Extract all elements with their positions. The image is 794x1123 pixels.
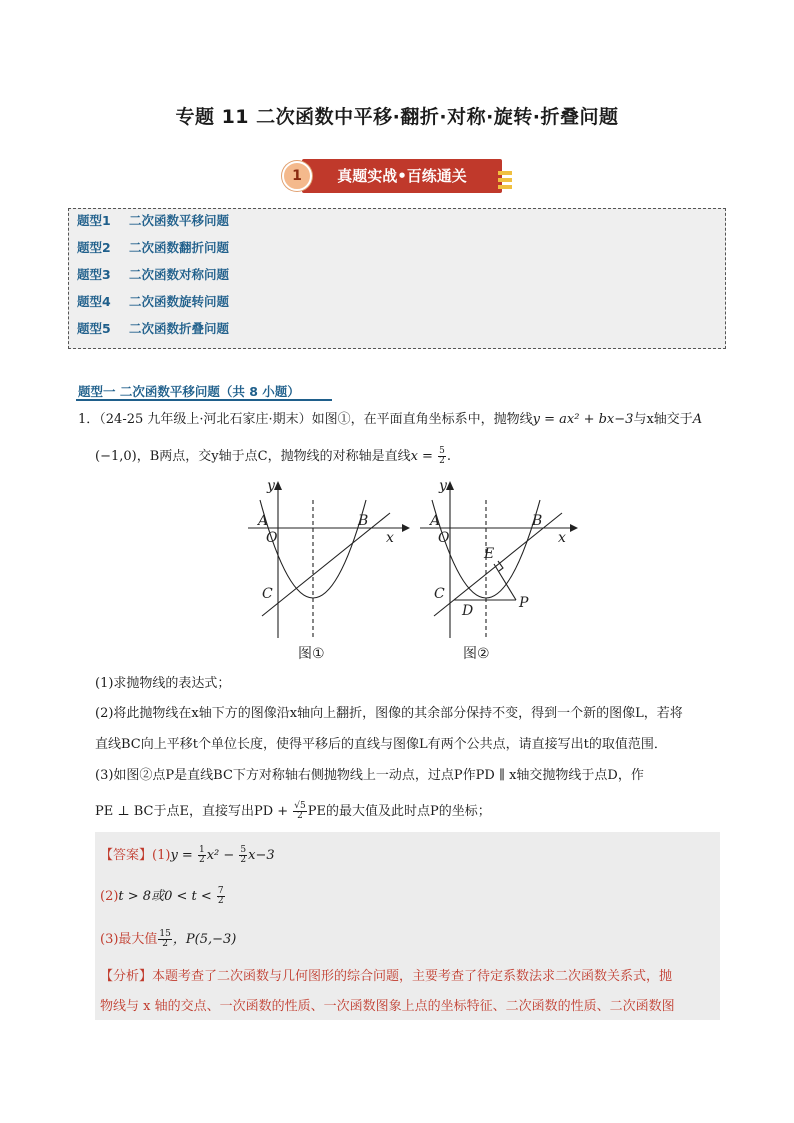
fig2-x-arrow bbox=[570, 524, 578, 532]
toc-box bbox=[68, 208, 726, 349]
toc-item[interactable]: 题型2 二次函数翻折问题 bbox=[77, 240, 230, 255]
fig2-label-e: E bbox=[484, 546, 495, 562]
fig1-caption: 图① bbox=[298, 646, 325, 662]
fig2-caption: 图② bbox=[463, 646, 490, 662]
answer-line-3: (3)最大值 $\frac{15}{2}$ ，P(5,−3) bbox=[100, 929, 237, 949]
banner-number: 1 bbox=[282, 161, 312, 191]
subquestion-3-line-1: (3)如图②点P是直线BC下方对称轴右侧抛物线上一动点，过点P作PD ∥ x轴交抛物线于点D，作 bbox=[95, 768, 644, 783]
fig2-label-b: B bbox=[532, 513, 543, 529]
banner-label: 真题实战•百练通关 bbox=[337, 167, 467, 185]
toc-item[interactable]: 题型3 二次函数对称问题 bbox=[77, 267, 230, 282]
question-line-1: 1．（24-25 九年级上·河北石家庄·期末）如图①，在平面直角坐标系中，抛物线y = ax² + bx−3与x轴交于A bbox=[78, 412, 703, 427]
fig2-label-a: A bbox=[430, 513, 441, 529]
subquestion-1: (1)求抛物线的表达式； bbox=[95, 676, 231, 691]
analysis-line-1: 【分析】本题考查了二次函数与几何图形的综合问题，主要考查了待定系数法求二次函数关系式，抛 bbox=[100, 969, 673, 984]
fig1-x-arrow bbox=[402, 524, 410, 532]
analysis-line-2: 物线与 x 轴的交点、一次函数的性质、一次函数图象上点的坐标特征、二次函数的性质、二次函数图 bbox=[100, 999, 675, 1014]
fig1-label-x: x bbox=[386, 530, 394, 546]
fig2-label-y: y bbox=[439, 478, 447, 494]
fig1-label-o: O bbox=[266, 530, 278, 546]
sqrt5-fraction: $\frac{√5}{2}$ bbox=[294, 801, 306, 821]
fig2-y-arrow bbox=[446, 481, 454, 490]
fig2-label-o: O bbox=[438, 530, 450, 546]
fig2-label-p: P bbox=[519, 595, 529, 611]
question-line-2: (−1,0)，B两点，交y轴于点C，抛物线的对称轴是直线x = $\frac{5}{2}$ . bbox=[95, 446, 451, 466]
fig1-y-arrow bbox=[274, 481, 282, 490]
answer-line-1: 【答案】(1)y = $\frac{1}{2}$ x² − $\frac{5}{2}$ x−3 bbox=[100, 845, 275, 865]
subquestion-2-line-1: (2)将此抛物线在x轴下方的图像沿x轴向上翻折，图像的其余部分保持不变，得到一个新的图像L，若将 bbox=[95, 706, 683, 721]
fig1-label-y: y bbox=[267, 478, 275, 494]
section-heading: 题型一 二次函数平移问题（共 8 小题） bbox=[78, 384, 300, 399]
axis-fraction: $\frac{5}{2}$ bbox=[439, 446, 445, 466]
page-title: 专题 11 二次函数中平移·翻折·对称·旋转·折叠问题 bbox=[175, 106, 619, 128]
toc-item[interactable]: 题型4 二次函数旋转问题 bbox=[77, 294, 230, 309]
fig2-label-c: C bbox=[434, 586, 445, 602]
banner-stripe bbox=[498, 178, 512, 182]
section-underline bbox=[76, 399, 332, 401]
section-banner bbox=[282, 159, 514, 193]
fig1-label-a: A bbox=[258, 513, 269, 529]
fig1-label-b: B bbox=[358, 513, 369, 529]
answer-line-2: (2)t > 8或0 < t < $\frac{7}{2}$ bbox=[100, 886, 224, 906]
subquestion-3-line-2: PE ⊥ BC于点E，直接写出PD + $\frac{√5}{2}$ PE的最大值及此时点P的坐标； bbox=[95, 801, 491, 821]
banner-stripe bbox=[498, 171, 512, 175]
fig1-label-c: C bbox=[262, 586, 273, 602]
subquestion-2-line-2: 直线BC向上平移t个单位长度，使得平移后的直线与图像L有两个公共点，请直接写出t的取值范围． bbox=[95, 737, 667, 752]
fig2-label-d: D bbox=[462, 603, 474, 619]
banner-stripe bbox=[498, 185, 512, 189]
fig2-segment-pe bbox=[494, 564, 516, 600]
figure-diagrams bbox=[240, 478, 580, 666]
figure-2 bbox=[420, 481, 578, 638]
toc-item[interactable]: 题型1 二次函数平移问题 bbox=[77, 213, 230, 228]
figure-1 bbox=[248, 481, 410, 638]
toc-item[interactable]: 题型5 二次函数折叠问题 bbox=[77, 321, 230, 336]
fig2-label-x: x bbox=[558, 530, 566, 546]
